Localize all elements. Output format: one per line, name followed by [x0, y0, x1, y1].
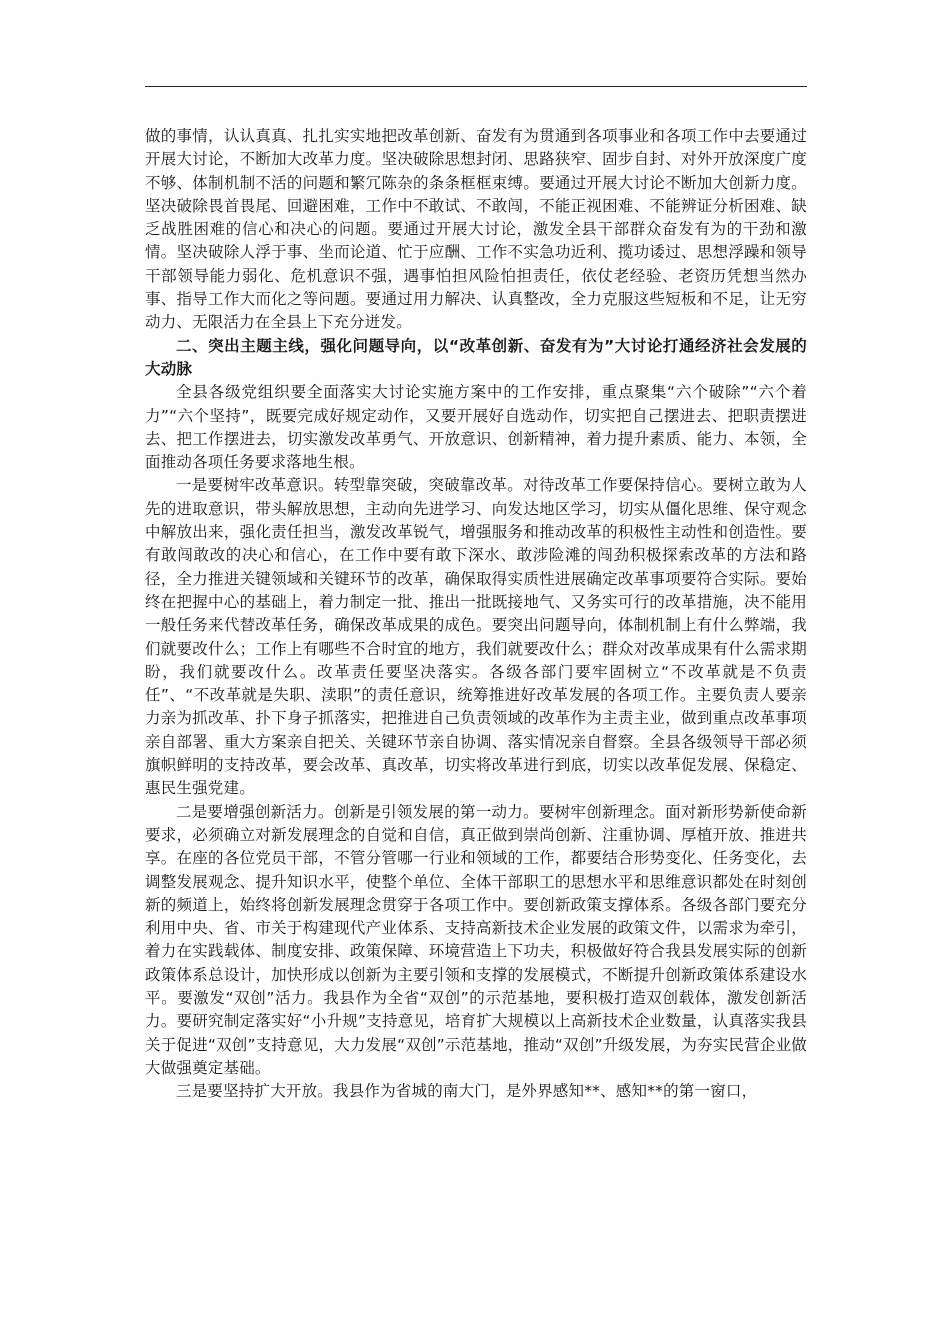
paragraph-1: 做的事情，认认真真、扎扎实实地把改革创新、奋发有为贯通到各项事业和各项工作中去要通过开展大讨论，不断加大改革力度。坚决破除思想封闭、思路狭窄、固步自封、对外开放深度广度不够、体制机制不活的问题和繁冗陈杂的条条框框束缚。要通过开展大讨论不断加大创新力度。坚决破除畏首畏尾、回避困难，工作中不敢试、不敢闯，不能正视困难、不能辨证分析困难、缺乏战胜困难的信心和决心的问题。要通过开展大讨论，激发全县干部群众奋发有为的干劲和激情。坚决破除人浮于事、坐而论道、忙于应酬、工作不实急功近利、揽功诿过、思想浮躁和领导干部领导能力弱化、危机意识不强，遇事怕担风险怕担责任，依仗老经验、老资历凭想当然办事、指导工作大而化之等问题。要通过用力解决、认真整改，全力克服这些短板和不足，让无穷动力、无限活力在全县上下充分迸发。	[145, 127, 807, 332]
section-heading-2: 二、突出主题主线，强化问题导向，以“改革创新、奋发有为”大讨论打通经济社会发展的大动脉	[145, 336, 807, 378]
paragraph-3: 全县各级党组织要全面落实大讨论实施方案中的工作安排，重点聚集“六个破除”“六个着力”“六个坚持”，既要完成好规定动作，又要开展好自选动作，切实把自己摆进去、把职责摆进去、把工作摆进去，切实激发改革勇气、开放意识、创新精神，着力提升素质、能力、本领，全面推动各项任务要求落地生根。	[145, 383, 807, 472]
header-rule	[145, 86, 807, 87]
document-body	[145, 125, 807, 1103]
paragraph-reform: 一是要树牢改革意识。转型靠突破，突破靠改革。对待改革工作要保持信心。要树立敢为人先的进取意识，带头解放思想，主动向先进学习、向发达地区学习，切实从僵化思维、保守观念中解放出来，强化责任担当，激发改革锐气，增强服务和推动改革的积极性主动性和创造性。要有敢闯敢改的决心和信心，在工作中要有敢下深水、敢涉险滩的闯劲积极探索改革的方法和路径，全力推进关键领域和关键环节的改革，确保取得实质性进展确定改革事项要符合实际。要始终在把握中心的基础上，着力制定一批、推出一批既接地气、又务实可行的改革措施，决不能用一般任务来代替改革任务，确保改革成果的成色。要突出问题导向，体制机制上有什么弊端，我们就要改什么；工作上有哪些不合时宜的地方，我们就要改什么；群众对改革成果有什么需求期盼，我们就要改什么。改革责任要坚决落实。各级各部门要牢固树立“不改革就是不负责任”、“不改革就是失职、渎职”的责任意识，统筹推进好改革发展的各项工作。主要负责人要亲力亲为抓改革、扑下身子抓落实，把推进自己负责领域的改革作为主责主业，做到重点改革事项亲自部署、重大方案亲自把关、关键环节亲自协调、落实情况亲自督察。全县各级领导干部必须旗帜鲜明的支持改革，要会改革、真改革，切实将改革进行到底，切实以改革促发展、保稳定、惠民生强党建。	[145, 476, 807, 798]
paragraph-opening: 三是要坚持扩大开放。我县作为省城的南大门，是外界感知**、感知**的第一窗口，	[176, 1082, 758, 1101]
paragraph-innovation: 二是要增强创新活力。创新是引领发展的第一动力。要树牢创新理念。面对新形势新使命新要求，必须确立对新发展理念的自觉和自信，真正做到崇尚创新、注重协调、厚植开放、推进共享。在座的各位党员干部，不管分管哪一行业和领域的工作，都要结合形势变化、任务变化，去调整发展观念、提升知识水平，使整个单位、全体干部职工的思想水平和思维意识都处在时刻创新的频道上，始终将创新发展理念贯穿于各项工作中。要创新政策支撑体系。各级各部门要充分利用中央、省、市关于构建现代产业体系、支持高新技术企业发展的政策文件，以需求为牵引，着力在实践载体、制度安排、政策保障、环境营造上下功夫，积极做好符合我县发展实际的创新政策体系总设计，加快形成以创新为主要引领和支撑的发展模式，不断提升创新政策体系建设水平。要激发“双创”活力。我县作为全省“双创”的示范基地，要积极打造双创载体，激发创新活力。要研究制定落实好“小升规”支持意见，培育扩大规模以上高新技术企业数量，认真落实我县关于促进“双创”支持意见，大力发展“双创”示范基地，推动“双创”升级发展，为夯实民营企业做大做强奠定基础。	[145, 802, 807, 1077]
